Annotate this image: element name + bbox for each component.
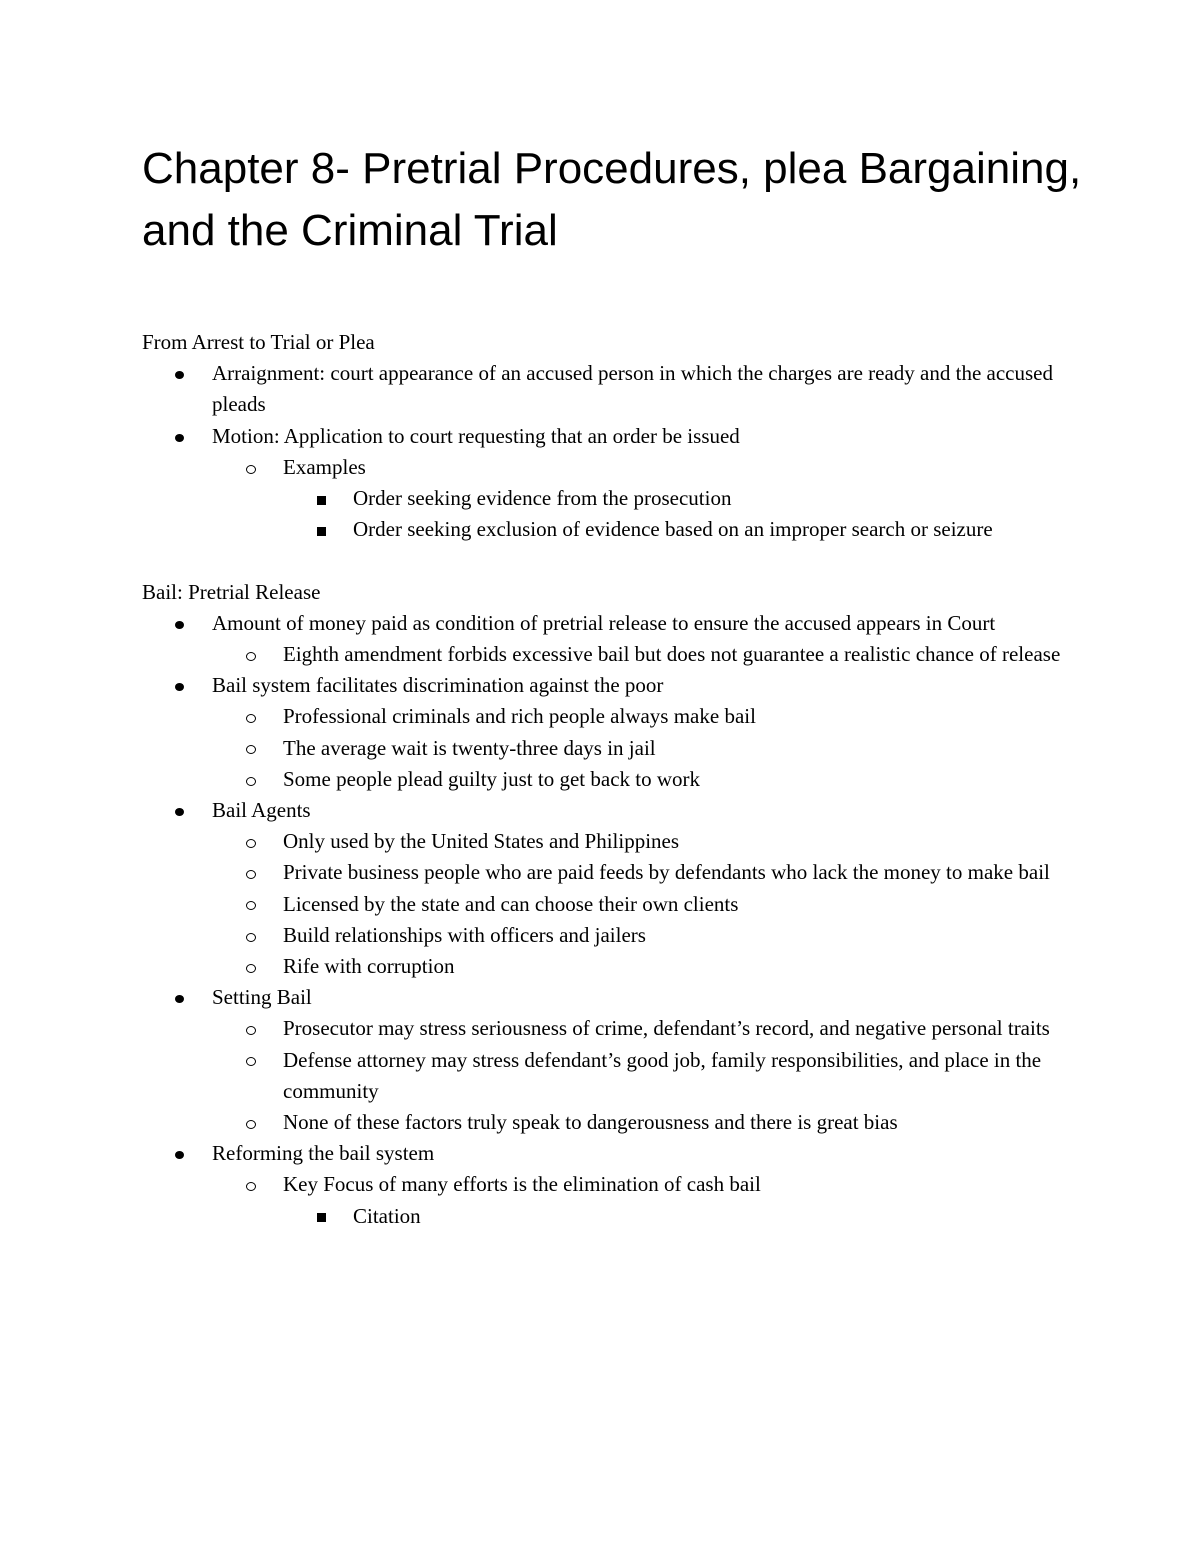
list-item [142, 1169, 1072, 1200]
list-item-text: Professional criminals and rich people always make bail [283, 704, 756, 729]
list-item [142, 920, 1072, 951]
list-item-text: Some people plead guilty just to get back to work [283, 766, 701, 791]
bullet-ring-icon [246, 826, 256, 857]
list-item [142, 639, 1072, 670]
bullet-dot-icon [175, 795, 184, 826]
list-item-text: Examples [283, 454, 366, 479]
list-item [142, 857, 1072, 888]
list-item-text: Prosecutor may stress seriousness of crime, defendant’s record, and negative personal traits [283, 1016, 1050, 1041]
list-item-text: Motion: Application to court requesting that an order be issued [212, 423, 740, 448]
list-item [142, 608, 1072, 639]
list-item-text: Only used by the United States and Philippines [283, 829, 680, 854]
list-item [142, 358, 1072, 420]
list-item-text: Amount of money paid as condition of pretrial release to ensure the accused appears in Court [212, 610, 996, 635]
bullet-ring-icon [246, 889, 256, 920]
list-item-text: Licensed by the state and can choose their own clients [283, 891, 739, 916]
bullet-ring-icon [246, 764, 256, 795]
list-item-text: Eighth amendment forbids excessive bail but does not guarantee a realistic chance of release [283, 642, 1061, 667]
bullet-dot-icon [175, 982, 184, 1013]
section-spacer [142, 545, 1072, 576]
list-item [142, 452, 1072, 483]
bullet-ring-icon [246, 733, 256, 764]
bullet-ring-icon [246, 701, 256, 732]
document-body [142, 327, 1072, 1232]
list-item-text: Reforming the bail system [212, 1141, 435, 1166]
list-item [142, 889, 1072, 920]
list-item-text: Arraignment: court appearance of an accused person in which the charges are ready and the accused pleads [212, 361, 1053, 417]
list-item [142, 764, 1072, 795]
list-item-text: Citation [353, 1203, 421, 1228]
list-item [142, 1045, 1072, 1107]
list-item [142, 733, 1072, 764]
bullet-dot-icon [175, 358, 184, 389]
list-item [142, 795, 1072, 826]
section-heading-bail: Bail: Pretrial Release [142, 579, 321, 604]
bullet-dot-icon [175, 1138, 184, 1169]
bullet-ring-icon [246, 951, 256, 982]
list-item-text: The average wait is twenty-three days in jail [283, 735, 656, 760]
bullet-ring-icon [246, 920, 256, 951]
list-item [142, 982, 1072, 1013]
list-item [142, 514, 1072, 545]
list-item-text: Key Focus of many efforts is the elimination of cash bail [283, 1172, 761, 1197]
list-item [142, 670, 1072, 701]
bullet-ring-icon [246, 1045, 256, 1076]
section-list-bail [142, 608, 1072, 1232]
list-item-text: Defense attorney may stress defendant’s good job, family responsibilities, and place in the community [283, 1047, 1042, 1103]
bullet-square-icon [317, 514, 326, 545]
bullet-square-icon [317, 1201, 326, 1232]
list-item-text: Build relationships with officers and jailers [283, 922, 646, 947]
bullet-ring-icon [246, 1107, 256, 1138]
bullet-ring-icon [246, 1013, 256, 1044]
list-item-text: Bail Agents [212, 798, 311, 823]
list-item-text: Private business people who are paid feeds by defendants who lack the money to make bail [283, 860, 1050, 885]
list-item [142, 1107, 1072, 1138]
list-item-text: None of these factors truly speak to dangerousness and there is great bias [283, 1110, 898, 1135]
list-item-text: Rife with corruption [283, 954, 455, 979]
list-item-text: Order seeking exclusion of evidence based on an improper search or seizure [353, 517, 993, 542]
bullet-dot-icon [175, 421, 184, 452]
bullet-ring-icon [246, 639, 256, 670]
document-title: Chapter 8- Pretrial Procedures, plea Bargaining, and the Criminal Trial [142, 144, 1082, 255]
list-item [142, 701, 1072, 732]
list-item-text: Bail system facilitates discrimination against the poor [212, 673, 664, 698]
bullet-dot-icon [175, 670, 184, 701]
list-item [142, 951, 1072, 982]
bullet-ring-icon [246, 452, 256, 483]
bullet-ring-icon [246, 1169, 256, 1200]
bullet-square-icon [317, 483, 326, 514]
section-heading-arrest-to-trial: From Arrest to Trial or Plea [142, 330, 375, 354]
list-item [142, 1013, 1072, 1044]
list-item [142, 483, 1072, 514]
list-item [142, 1138, 1072, 1169]
bullet-ring-icon [246, 857, 256, 888]
list-item-text: Setting Bail [212, 985, 312, 1010]
section-list-arrest-to-trial [142, 358, 1072, 545]
list-item [142, 421, 1072, 452]
list-item [142, 826, 1072, 857]
list-item [142, 1201, 1072, 1232]
list-item-text: Order seeking evidence from the prosecution [353, 486, 732, 511]
bullet-dot-icon [175, 608, 184, 639]
